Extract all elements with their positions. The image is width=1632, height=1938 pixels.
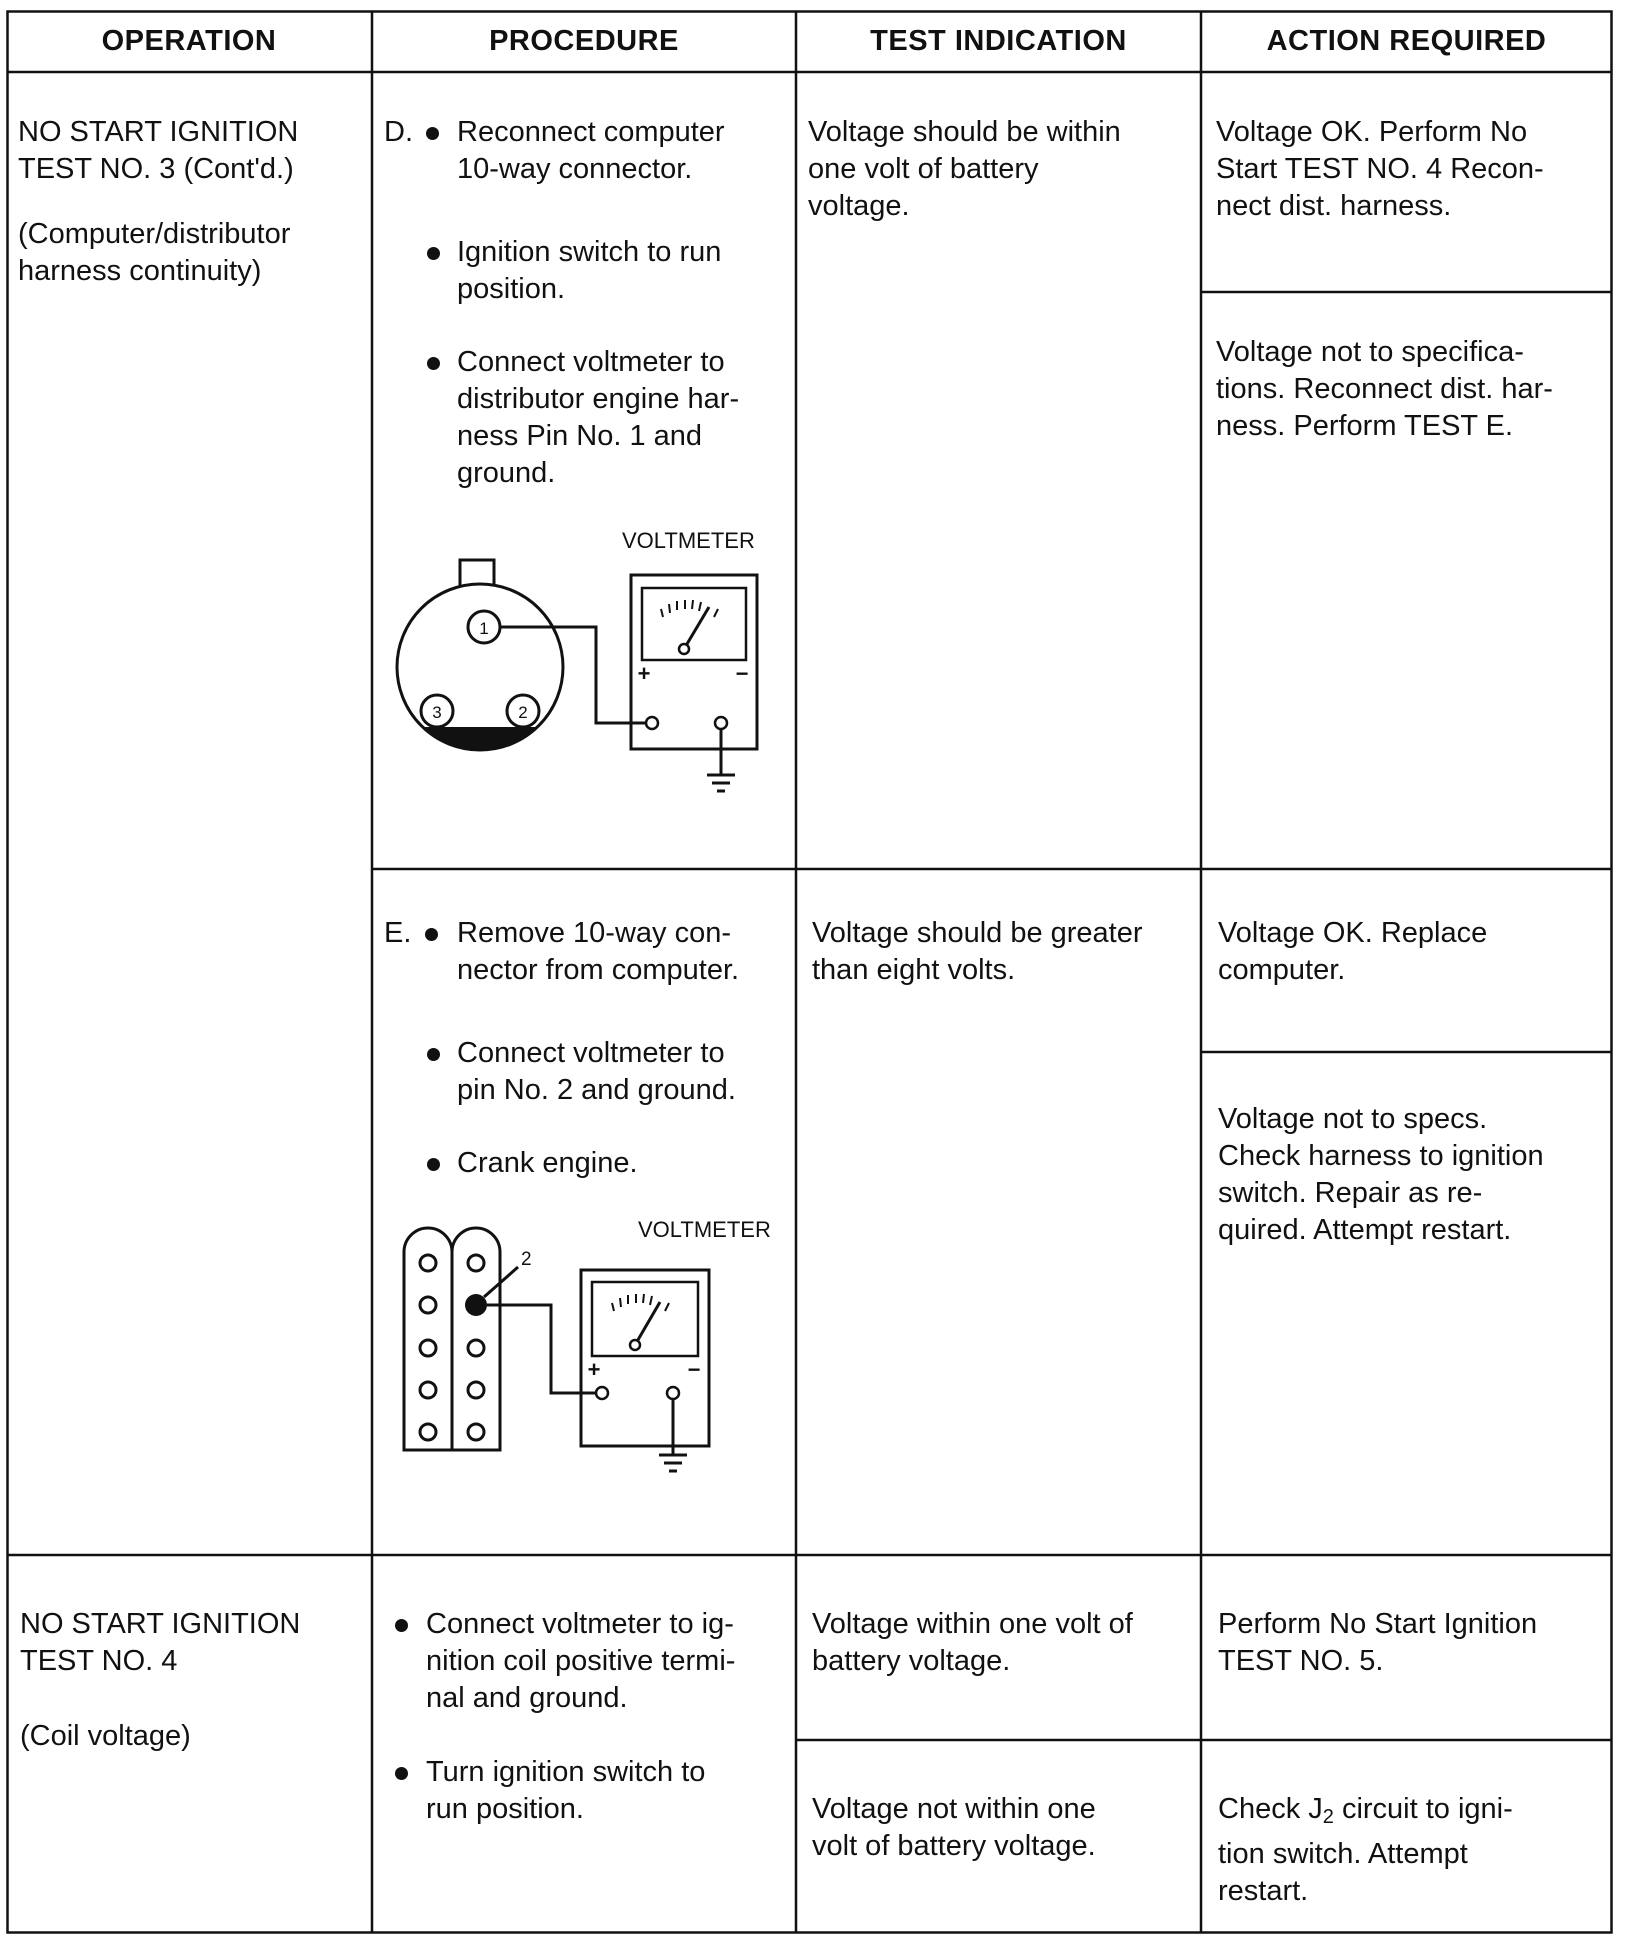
bullet-line: distributor engine har- (457, 383, 740, 415)
bullet-line: nector from computer. (457, 954, 740, 986)
bullet-line: nal and ground. (426, 1682, 628, 1714)
action-line: TEST NO. 5. (1218, 1645, 1384, 1677)
operation-title-line: NO START IGNITION (20, 1608, 301, 1640)
voltmeter-label: VOLTMETER (622, 528, 755, 553)
action-line: restart. (1218, 1875, 1309, 1907)
pin-3-label: 3 (432, 703, 442, 722)
action-line: Voltage OK. Perform No (1216, 116, 1528, 148)
bullet-dot (427, 1048, 440, 1061)
row2-action-ok (1218, 1606, 1537, 1680)
positive-terminal (646, 717, 658, 729)
step-e-bullet-1 (384, 915, 794, 989)
action-text: circuit to igni- (1333, 1793, 1513, 1825)
bullet-line: Crank engine. (457, 1147, 638, 1179)
pin-callout-label: 2 (521, 1249, 532, 1270)
step-d-bullet-2 (384, 234, 784, 308)
action-line: quired. Attempt restart. (1218, 1214, 1512, 1246)
step-e-action-ok (1218, 915, 1487, 989)
bullet-dot (395, 1619, 408, 1632)
action-line: tions. Reconnect dist. har- (1216, 373, 1553, 405)
indication-line: than eight volts. (812, 954, 1016, 986)
computer-connector-voltmeter-diagram (376, 1210, 796, 1510)
action-line: Voltage OK. Replace (1218, 917, 1488, 949)
bullet-dot (425, 928, 438, 941)
step-d-label: D. (384, 116, 413, 148)
meter-face (592, 1282, 698, 1356)
bullet-dot (427, 247, 440, 260)
bullet-line: ground. (457, 457, 556, 489)
plus-sign: + (637, 661, 651, 686)
meter-face (642, 588, 746, 660)
pin-1-label: 1 (479, 619, 489, 638)
step-e-bullet-3 (384, 1145, 794, 1182)
step-d-action-ok (1216, 114, 1544, 225)
connector-key (422, 727, 538, 751)
distributor-voltmeter-diagram (376, 515, 786, 815)
action-line: Voltage not to specifica- (1216, 336, 1524, 368)
indication-line: Voltage should be within (808, 116, 1121, 148)
operation-title-line: TEST NO. 3 (Cont'd.) (18, 153, 294, 185)
bullet-line: nition coil positive termi- (426, 1645, 736, 1677)
voltmeter-label: VOLTMETER (638, 1217, 771, 1242)
bullet-line: 10-way connector. (457, 153, 693, 185)
action-line: ness. Perform TEST E. (1216, 410, 1514, 442)
row2-bullet-1 (384, 1606, 794, 1717)
step-e-action-not (1218, 1101, 1544, 1249)
bullet-line: Remove 10-way con- (457, 917, 731, 949)
header-action-required: ACTION REQUIRED (1266, 24, 1547, 57)
minus-sign: − (687, 1357, 701, 1382)
meter-needle (684, 607, 709, 649)
row2-bullet-2 (384, 1754, 794, 1828)
negative-terminal (667, 1387, 679, 1399)
action-line: switch. Repair as re- (1218, 1177, 1483, 1209)
bullet-line: pin No. 2 and ground. (457, 1074, 736, 1106)
operation-title-line: NO START IGNITION (18, 116, 299, 148)
procedure-table (6, 10, 1614, 1936)
bullet-dot (426, 127, 439, 140)
step-d-action-not (1216, 334, 1553, 445)
indication-line: one volt of battery (808, 153, 1039, 185)
indication-line: volt of battery voltage. (812, 1830, 1096, 1862)
step-d-indication (808, 114, 1121, 225)
plus-sign: + (587, 1357, 601, 1382)
action-line: computer. (1218, 954, 1346, 986)
step-e-label: E. (384, 917, 412, 949)
bullet-line: ness Pin No. 1 and (457, 420, 703, 452)
distributor-connector (397, 584, 563, 750)
bullet-line: Ignition switch to run (457, 236, 722, 268)
minus-sign: − (735, 661, 749, 686)
meter-needle (635, 1302, 660, 1345)
indication-line: Voltage within one volt of (812, 1608, 1133, 1640)
step-d-bullet-1 (384, 114, 784, 188)
pin-2-highlight (465, 1294, 487, 1316)
bullet-line: position. (457, 273, 566, 305)
operation-subtitle-line: harness continuity) (18, 255, 262, 287)
bullet-line: run position. (426, 1793, 584, 1825)
operation-subtitle-line: (Computer/distributor (18, 218, 291, 250)
bullet-dot (395, 1767, 408, 1780)
step-d-bullet-3 (384, 344, 784, 492)
action-subscript: 2 (1322, 1806, 1334, 1828)
operation-test-3 (18, 114, 298, 290)
bullet-dot (427, 1158, 440, 1171)
indication-line: Voltage should be greater (812, 917, 1143, 949)
action-line: tion switch. Attempt (1218, 1838, 1468, 1870)
indication-line: battery voltage. (812, 1645, 1011, 1677)
row2-indication-not (812, 1791, 1096, 1865)
bullet-dot (427, 357, 440, 370)
action-line (1218, 1791, 1513, 1836)
step-e-bullet-2 (384, 1035, 794, 1109)
header-operation: OPERATION (101, 24, 277, 57)
bullet-line: Turn ignition switch to (426, 1756, 706, 1788)
step-e-indication (812, 915, 1143, 989)
action-line: nect dist. harness. (1216, 190, 1452, 222)
indication-line: voltage. (808, 190, 910, 222)
row2-indication-ok (812, 1606, 1133, 1680)
action-line: Voltage not to specs. (1218, 1103, 1488, 1135)
indication-line: Voltage not within one (812, 1793, 1096, 1825)
negative-terminal (715, 717, 727, 729)
header-test-indication: TEST INDICATION (870, 24, 1127, 57)
action-line: Start TEST NO. 4 Recon- (1216, 153, 1544, 185)
operation-subtitle-line: (Coil voltage) (20, 1720, 191, 1752)
pin-2-label: 2 (518, 703, 528, 722)
action-text: Check J (1218, 1793, 1323, 1825)
action-line: Check harness to ignition (1218, 1140, 1544, 1172)
bullet-line: Reconnect computer (457, 116, 725, 148)
row2-action-not (1218, 1791, 1513, 1910)
bullet-line: Connect voltmeter to (457, 346, 725, 378)
header-procedure: PROCEDURE (489, 24, 679, 57)
bullet-line: Connect voltmeter to ig- (426, 1608, 734, 1640)
positive-terminal (596, 1387, 608, 1399)
bullet-line: Connect voltmeter to (457, 1037, 725, 1069)
operation-title-line: TEST NO. 4 (20, 1645, 178, 1677)
action-line: Perform No Start Ignition (1218, 1608, 1538, 1640)
operation-test-4 (20, 1606, 300, 1755)
